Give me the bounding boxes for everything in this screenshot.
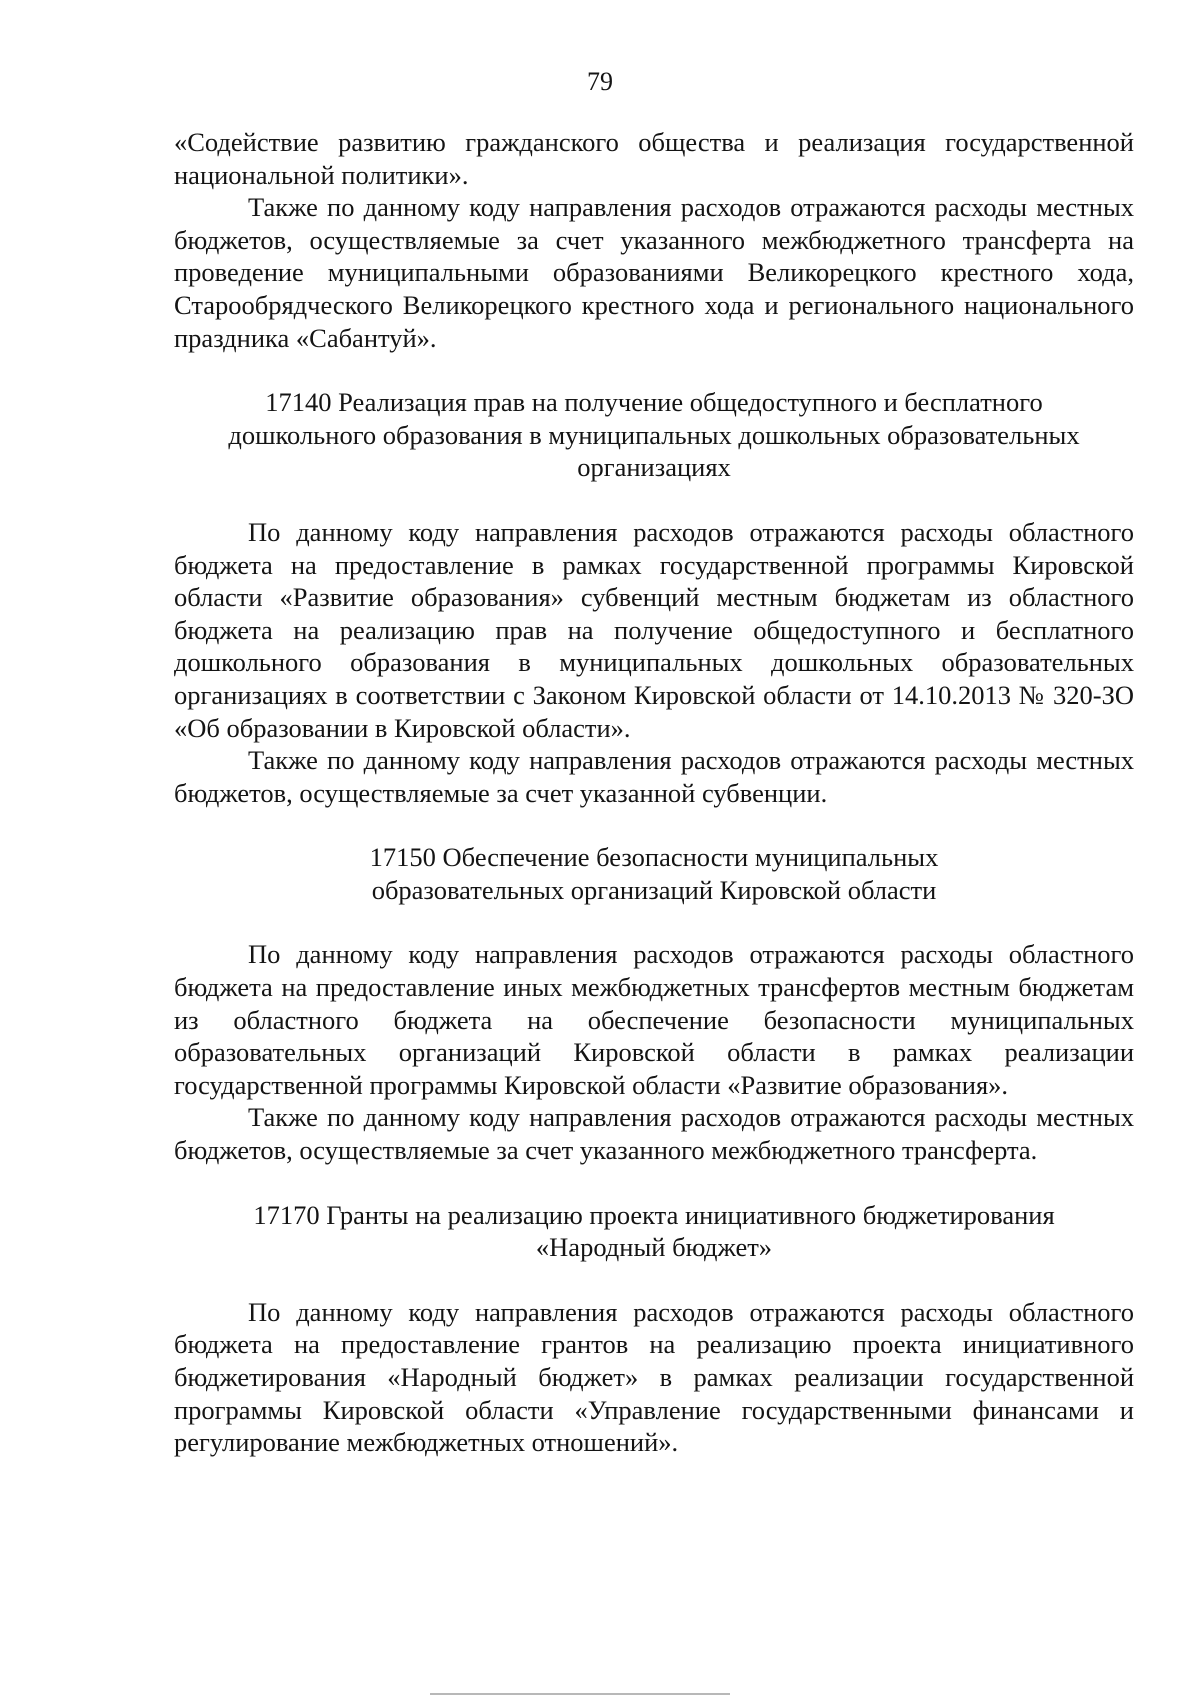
paragraph-17140-1: По данному коду направления расходов отражаются расходы областного бюджета на предоставление в рамках государственной программы Кировской области «Развитие образования» субвенций местным бюджетам из областного бюджета на реализацию прав на получение общедоступного и бесплатного дошкольного образования в муниципальных дошкольных образовательных организациях в соответствии с Законом Кировской области от 14.10.2013 № 320-ЗО «Об образовании в Кировской области». <box>174 516 1134 743</box>
section-heading-17170 <box>174 1199 1134 1264</box>
spacer <box>174 1167 1134 1199</box>
scan-artifact <box>430 1693 730 1695</box>
page-number: 79 <box>587 67 613 96</box>
heading-line: «Народный бюджет» <box>535 1232 773 1263</box>
spacer <box>174 484 1134 516</box>
document-body <box>174 126 1134 1459</box>
heading-line: 17150 Обеспечение безопасности муниципальных <box>369 842 939 873</box>
heading-line: дошкольного образования в муниципальных дошкольных образовательных <box>228 419 1080 450</box>
paragraph-17170-1: По данному коду направления расходов отражаются расходы областного бюджета на предоставление грантов на реализацию проекта инициативного бюджетирования «Народный бюджет» в рамках реализации государственной программы Кировской области «Управление государственными финансами и регулирование межбюджетных отношений». <box>174 1296 1134 1458</box>
section-heading-17150 <box>174 841 1134 906</box>
heading-line: организациях <box>577 452 731 483</box>
spacer <box>174 809 1134 841</box>
intro-tail-paragraph: «Содействие развитию гражданского общества и реализация государственной национальной политики». <box>174 127 1134 190</box>
paragraph-17150-2: Также по данному коду направления расходов отражаются расходы местных бюджетов, осуществляемые за счет указанного межбюджетного трансферта. <box>174 1102 1134 1166</box>
spacer <box>174 354 1134 386</box>
heading-line: образовательных организаций Кировской области <box>371 874 937 905</box>
intro-paragraph: Также по данному коду направления расходов отражаются расходы местных бюджетов, осуществляемые за счет указанного межбюджетного трансферта на проведение муниципальными образованиями Великорецкого крестного хода, Старообрядческого Великорецкого крестного хода и регионального национального праздника «Сабантуй». <box>174 192 1134 353</box>
spacer <box>174 906 1134 938</box>
paragraph-17140-2: Также по данному коду направления расходов отражаются расходы местных бюджетов, осуществляемые за счет указанной субвенции. <box>174 745 1134 808</box>
heading-line: 17140 Реализация прав на получение общедоступного и бесплатного <box>265 387 1043 418</box>
paragraph-17150-1: По данному коду направления расходов отражаются расходы областного бюджета на предоставление иных межбюджетных трансфертов местным бюджетам из областного бюджета на обеспечение безопасности муниципальных образовательных организаций Кировской области в рамках реализации государственной программы Кировской области «Развитие образования». <box>174 939 1134 1100</box>
heading-line: 17170 Гранты на реализацию проекта инициативного бюджетирования <box>253 1199 1055 1230</box>
section-heading-17140 <box>174 386 1134 484</box>
spacer <box>174 1264 1134 1296</box>
